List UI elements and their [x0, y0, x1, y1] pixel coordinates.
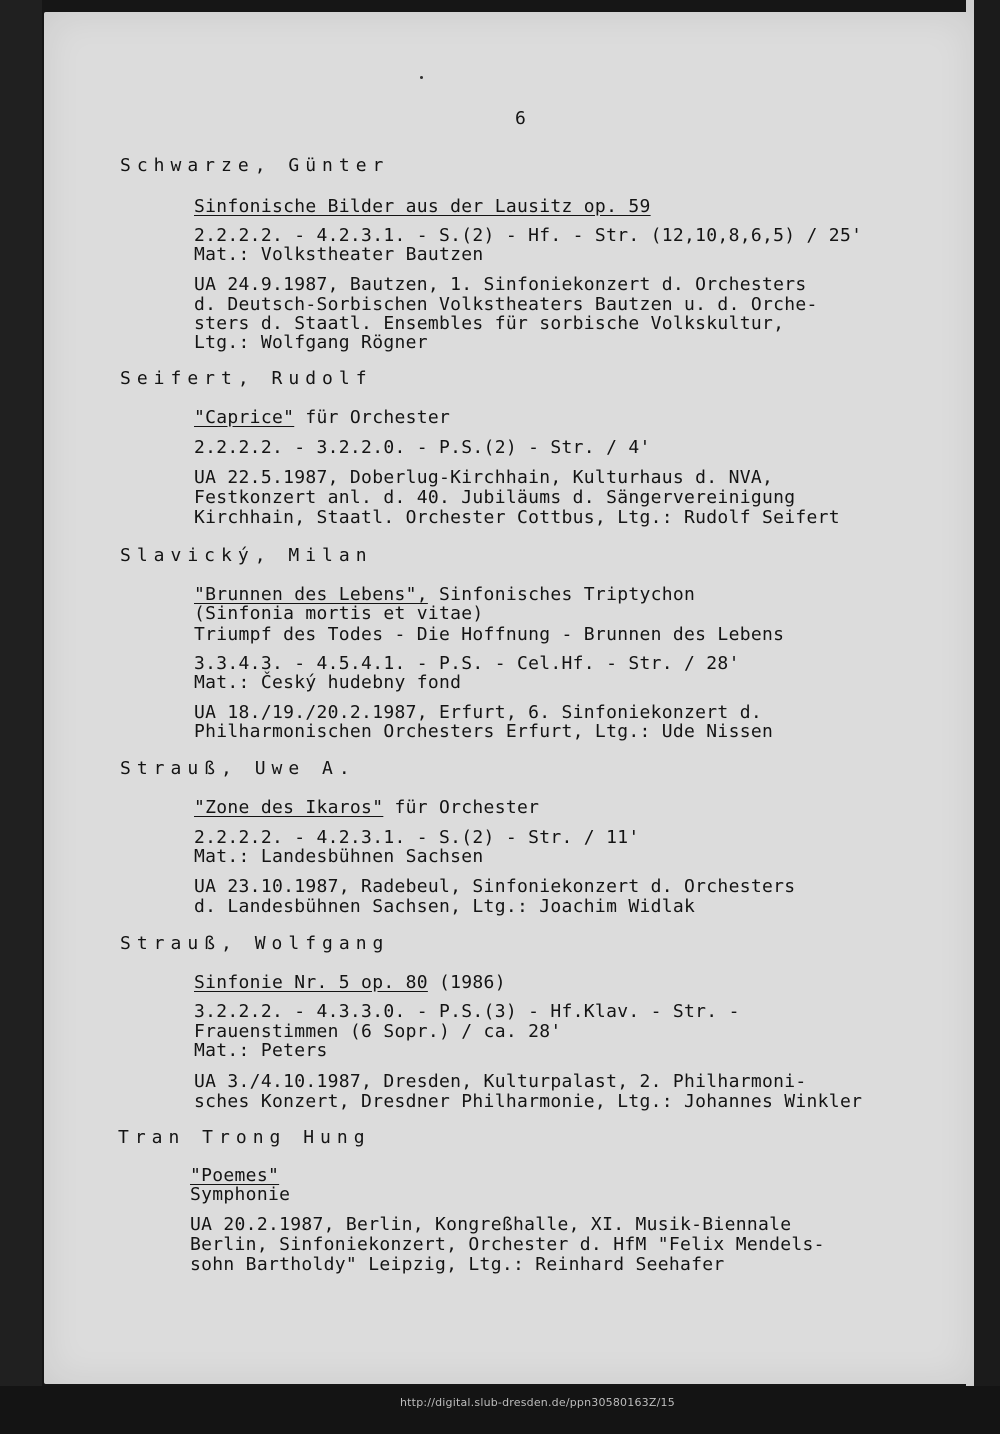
- page-number: 6: [515, 108, 526, 129]
- composer-name: Strauß, Uwe A.: [120, 758, 356, 779]
- work-subtitle: für Orchester: [294, 407, 451, 428]
- premiere-line: d. Deutsch-Sorbischen Volkstheaters Bautzen u. d. Orche-: [194, 294, 818, 315]
- material-line: Mat.: Volkstheater Bautzen: [194, 244, 484, 265]
- movements-line: Triumpf des Todes - Die Hoffnung - Brunnen des Lebens: [194, 624, 785, 645]
- work-subtitle-line: Symphonie: [190, 1184, 291, 1205]
- premiere-line: sohn Bartholdy" Leipzig, Ltg.: Reinhard Seehafer: [190, 1254, 725, 1275]
- work-subtitle: (1986): [427, 972, 506, 993]
- instrumentation: Frauenstimmen (6 Sopr.) / ca. 28': [194, 1021, 562, 1042]
- composer-name: Tran Trong Hung: [118, 1127, 371, 1148]
- work-subtitle: Sinfonisches Triptychon: [427, 584, 696, 605]
- work-title: Sinfonische Bilder aus der Lausitz op. 59: [194, 196, 651, 217]
- premiere-line: d. Landesbühnen Sachsen, Ltg.: Joachim Widlak: [194, 896, 696, 917]
- scan-background-left: [0, 0, 42, 1434]
- work-title: "Poemes": [190, 1165, 280, 1186]
- premiere-line: UA 3./4.10.1987, Dresden, Kulturpalast, 2. Philharmoni-: [194, 1071, 807, 1092]
- work-subtitle-line: (Sinfonia mortis et vitae): [194, 603, 484, 624]
- composer-name: Seifert, Rudolf: [120, 368, 373, 389]
- premiere-line: UA 20.2.1987, Berlin, Kongreßhalle, XI. Musik-Biennale: [190, 1214, 792, 1235]
- premiere-line: Kirchhain, Staatl. Orchester Cottbus, Ltg.: Rudolf Seifert: [194, 507, 840, 528]
- scan-background-right: [970, 0, 1000, 1434]
- work-title: Sinfonie Nr. 5 op. 80: [194, 972, 428, 993]
- work-title-line: [194, 407, 450, 429]
- instrumentation: 2.2.2.2. - 3.2.2.0. - P.S.(2) - Str. / 4': [194, 437, 651, 458]
- premiere-line: UA 24.9.1987, Bautzen, 1. Sinfoniekonzert d. Orchesters: [194, 274, 807, 295]
- work-title: "Caprice": [194, 407, 295, 428]
- premiere-line: Philharmonischen Orchesters Erfurt, Ltg.: Ude Nissen: [194, 721, 774, 742]
- instrumentation: 3.2.2.2. - 4.3.3.0. - P.S.(3) - Hf.Klav. - Str. -: [194, 1001, 740, 1022]
- composer-name: Slavický, Milan: [120, 545, 373, 566]
- work-title: "Brunnen des Lebens",: [194, 584, 428, 605]
- composer-name: Strauß, Wolfgang: [120, 933, 390, 954]
- page-speck: [420, 76, 423, 79]
- premiere-line: Berlin, Sinfoniekonzert, Orchester d. HfM "Felix Mendels-: [190, 1234, 825, 1255]
- work-title-line: [194, 972, 506, 994]
- material-line: Mat.: Český hudebny fond: [194, 672, 462, 693]
- composer-name: Schwarze, Günter: [120, 155, 390, 176]
- instrumentation: 2.2.2.2. - 4.2.3.1. - S.(2) - Hf. - Str. (12,10,8,6,5) / 25': [194, 225, 863, 246]
- premiere-line: Ltg.: Wolfgang Rögner: [194, 332, 428, 353]
- source-watermark: http://digital.slub-dresden.de/ppn30580163Z/15: [400, 1396, 675, 1409]
- material-line: Mat.: Landesbühnen Sachsen: [194, 846, 484, 867]
- premiere-line: UA 22.5.1987, Doberlug-Kirchhain, Kulturhaus d. NVA,: [194, 467, 774, 488]
- instrumentation: 2.2.2.2. - 4.2.3.1. - S.(2) - Str. / 11': [194, 827, 640, 848]
- premiere-line: sters d. Staatl. Ensembles für sorbische Volkskultur,: [194, 313, 785, 334]
- premiere-line: Festkonzert anl. d. 40. Jubiläums d. Sängervereinigung: [194, 487, 796, 508]
- premiere-line: UA 23.10.1987, Radebeul, Sinfoniekonzert d. Orchesters: [194, 876, 796, 897]
- material-line: Mat.: Peters: [194, 1040, 328, 1061]
- premiere-line: sches Konzert, Dresdner Philharmonie, Ltg.: Johannes Winkler: [194, 1091, 863, 1112]
- work-title-line: [194, 797, 539, 819]
- work-subtitle: für Orchester: [383, 797, 540, 818]
- instrumentation: 3.3.4.3. - 4.5.4.1. - P.S. - Cel.Hf. - Str. / 28': [194, 653, 740, 674]
- scan-background-bottom: [0, 1386, 1000, 1434]
- work-title: "Zone des Ikaros": [194, 797, 384, 818]
- premiere-line: UA 18./19./20.2.1987, Erfurt, 6. Sinfoniekonzert d.: [194, 702, 762, 723]
